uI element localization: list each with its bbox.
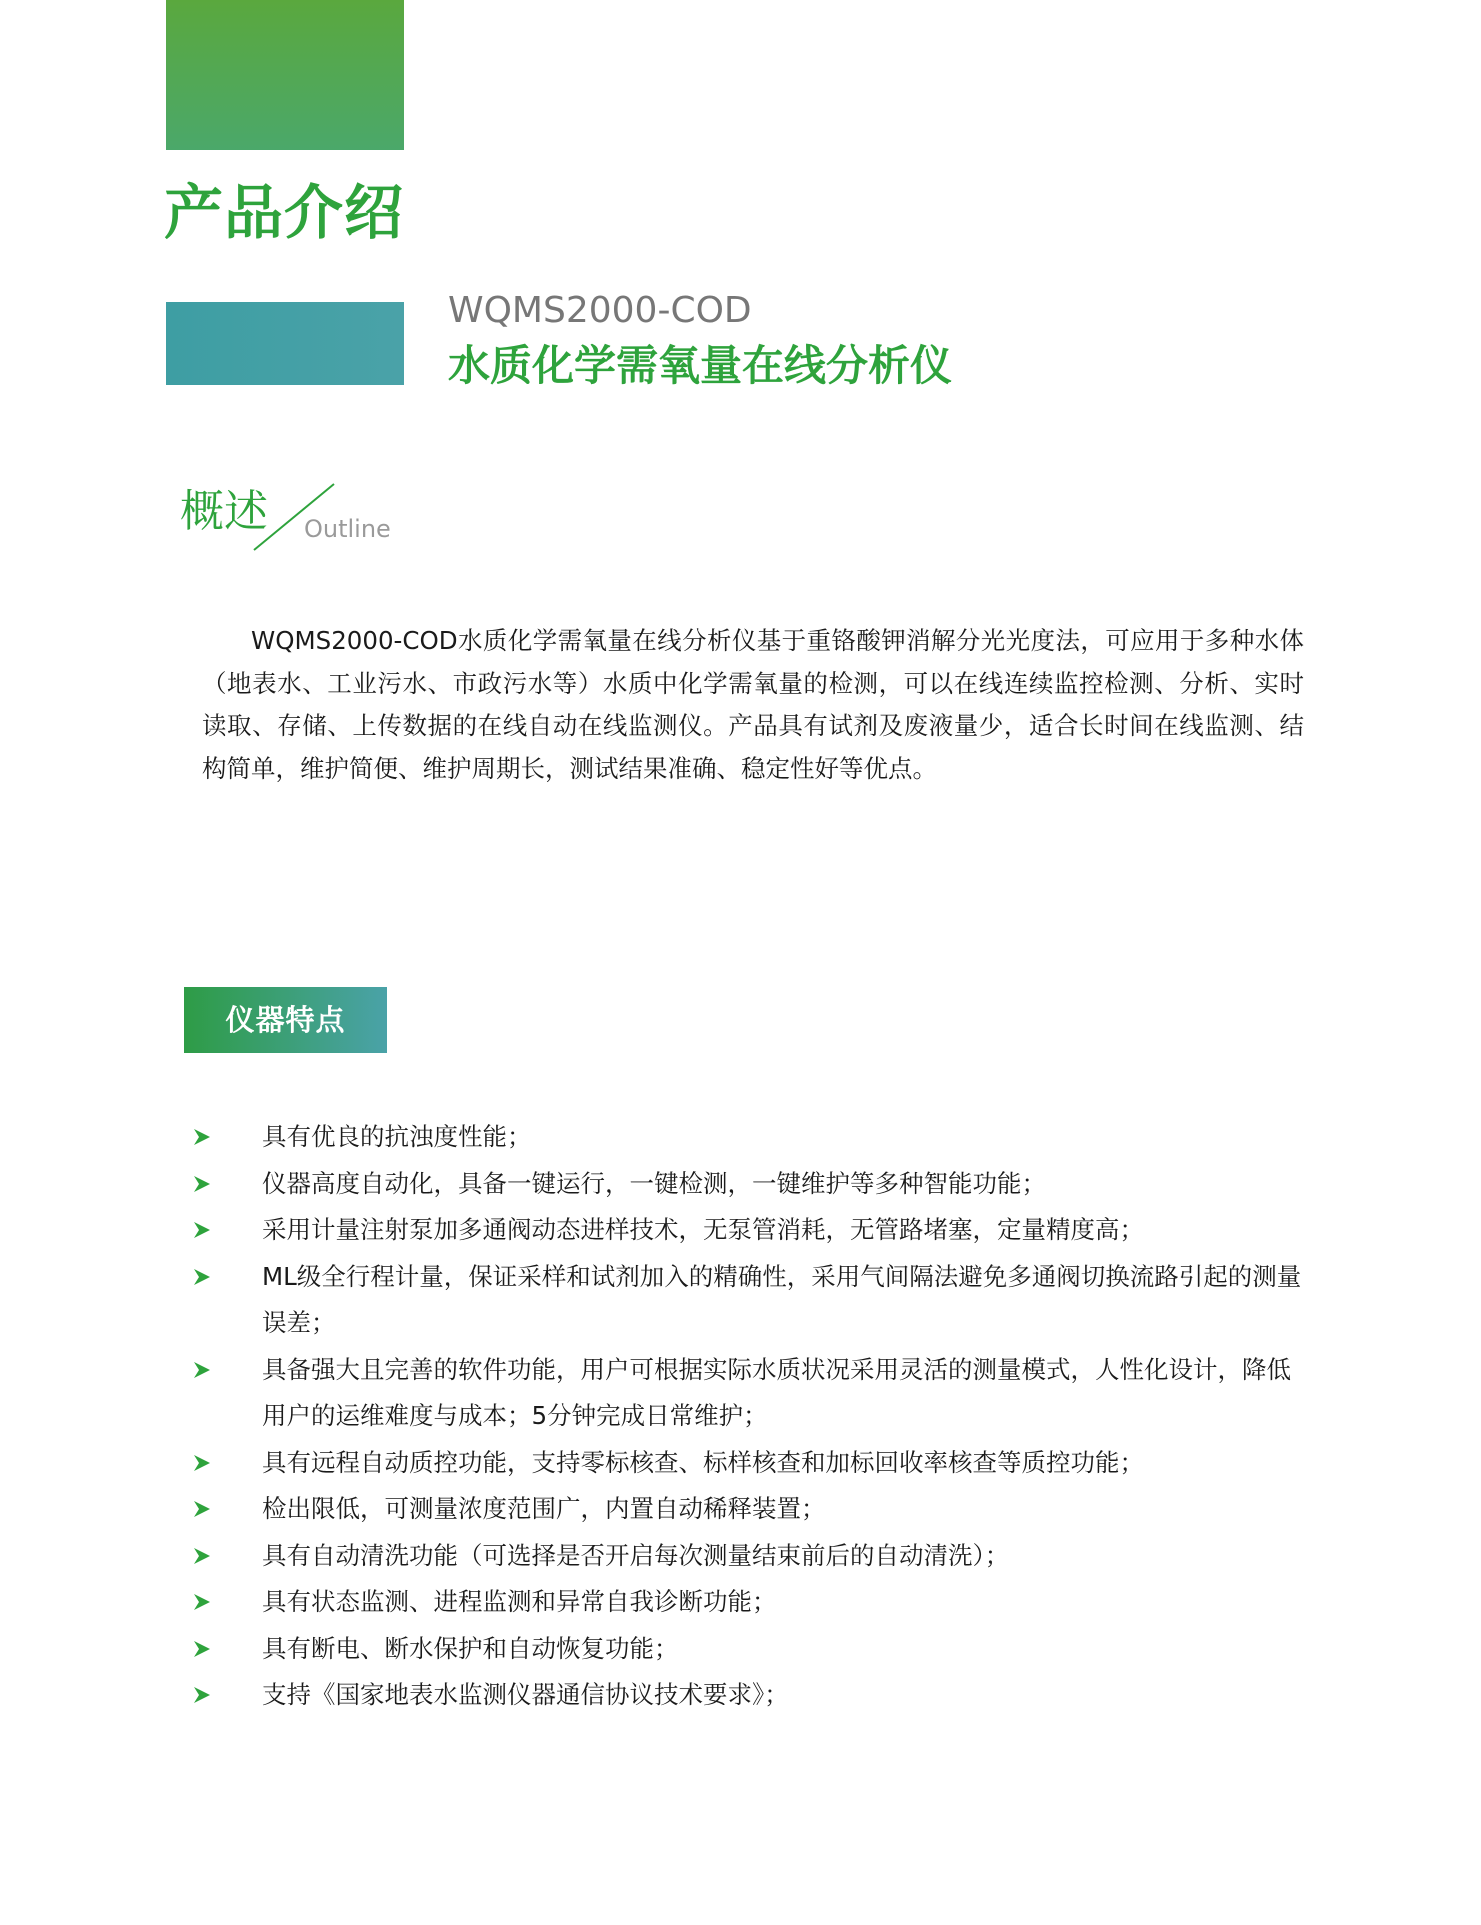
features-title-badge: 仪器特点 [184,987,387,1053]
arrow-bullet-icon [192,1453,212,1473]
feature-item [0,1207,1312,1254]
outline-subtitle: Outline [304,515,391,543]
arrow-bullet-icon [192,1592,212,1612]
page-title: 产品介绍 [164,178,405,247]
arrow-bullet-icon [192,1127,212,1147]
arrow-bullet-icon [192,1499,212,1519]
outline-title: 概述 [180,486,268,537]
feature-list [0,1114,1481,1719]
feature-item [0,1533,1312,1580]
feature-item [0,1440,1312,1487]
arrow-bullet-icon [192,1546,212,1566]
product-name: 水质化学需氧量在线分析仪 [448,341,953,390]
feature-item [0,1254,1312,1347]
feature-item [0,1486,1312,1533]
feature-text: 支持《国家地表水监测仪器通信协议技术要求》； [262,1680,789,1709]
arrow-bullet-icon [192,1685,212,1705]
arrow-bullet-icon [192,1267,212,1287]
feature-item [0,1626,1312,1673]
arrow-bullet-icon [192,1360,212,1380]
feature-text: 具有状态监测、进程监测和异常自我诊断功能； [262,1587,777,1616]
feature-text: 具有优良的抗浊度性能； [262,1122,532,1151]
arrow-bullet-icon [192,1639,212,1659]
feature-text: 具有自动清洗功能（可选择是否开启每次测量结束前后的自动清洗）； [262,1540,1010,1570]
feature-item [0,1347,1312,1440]
feature-item [0,1672,1312,1719]
arrow-bullet-icon [192,1220,212,1240]
feature-text: 检出限低，可测量浓度范围广，内置自动稀释装置； [262,1494,826,1523]
feature-item [0,1579,1312,1626]
top-green-block [166,0,404,150]
feature-item [0,1161,1312,1208]
outline-paragraph: WQMS2000-COD水质化学需氧量在线分析仪基于重铬酸钾消解分光光度法，可应用于多种水体（地表水、工业污水、市政污水等）水质中化学需氧量的检测，可以在线连续监控检测、分析、实时读取、存储、上传数据的在线自动在线监测仪。产品具有试剂及废液量少，适合长时间在线监测、结构简单，维护简便、维护周期长，测试结果准确、稳定性好等优点。 [202,626,1304,783]
feature-text: 具备强大且完善的软件功能，用户可根据实际水质状况采用灵活的测量模式，人性化设计，降低用户的运维难度与成本；5分钟完成日常维护； [262,1354,1291,1430]
arrow-bullet-icon [192,1174,212,1194]
feature-text: 采用计量注射泵加多通阀动态进样技术，无泵管消耗，无管路堵塞，定量精度高； [262,1215,1144,1244]
feature-item [0,1114,1312,1161]
feature-text: 具有远程自动质控功能，支持零标核查、标样核查和加标回收率核查等质控功能； [262,1447,1144,1477]
feature-text: ML级全行程计量，保证采样和试剂加入的精确性，采用气间隔法避免多通阀切换流路引起的测量误差； [262,1261,1302,1337]
teal-accent-block [166,302,404,385]
feature-text: 具有断电、断水保护和自动恢复功能； [262,1633,679,1663]
feature-text: 仪器高度自动化，具备一键运行，一键检测，一键维护等多种智能功能； [262,1168,1046,1198]
product-model: WQMS2000-COD [448,290,752,331]
